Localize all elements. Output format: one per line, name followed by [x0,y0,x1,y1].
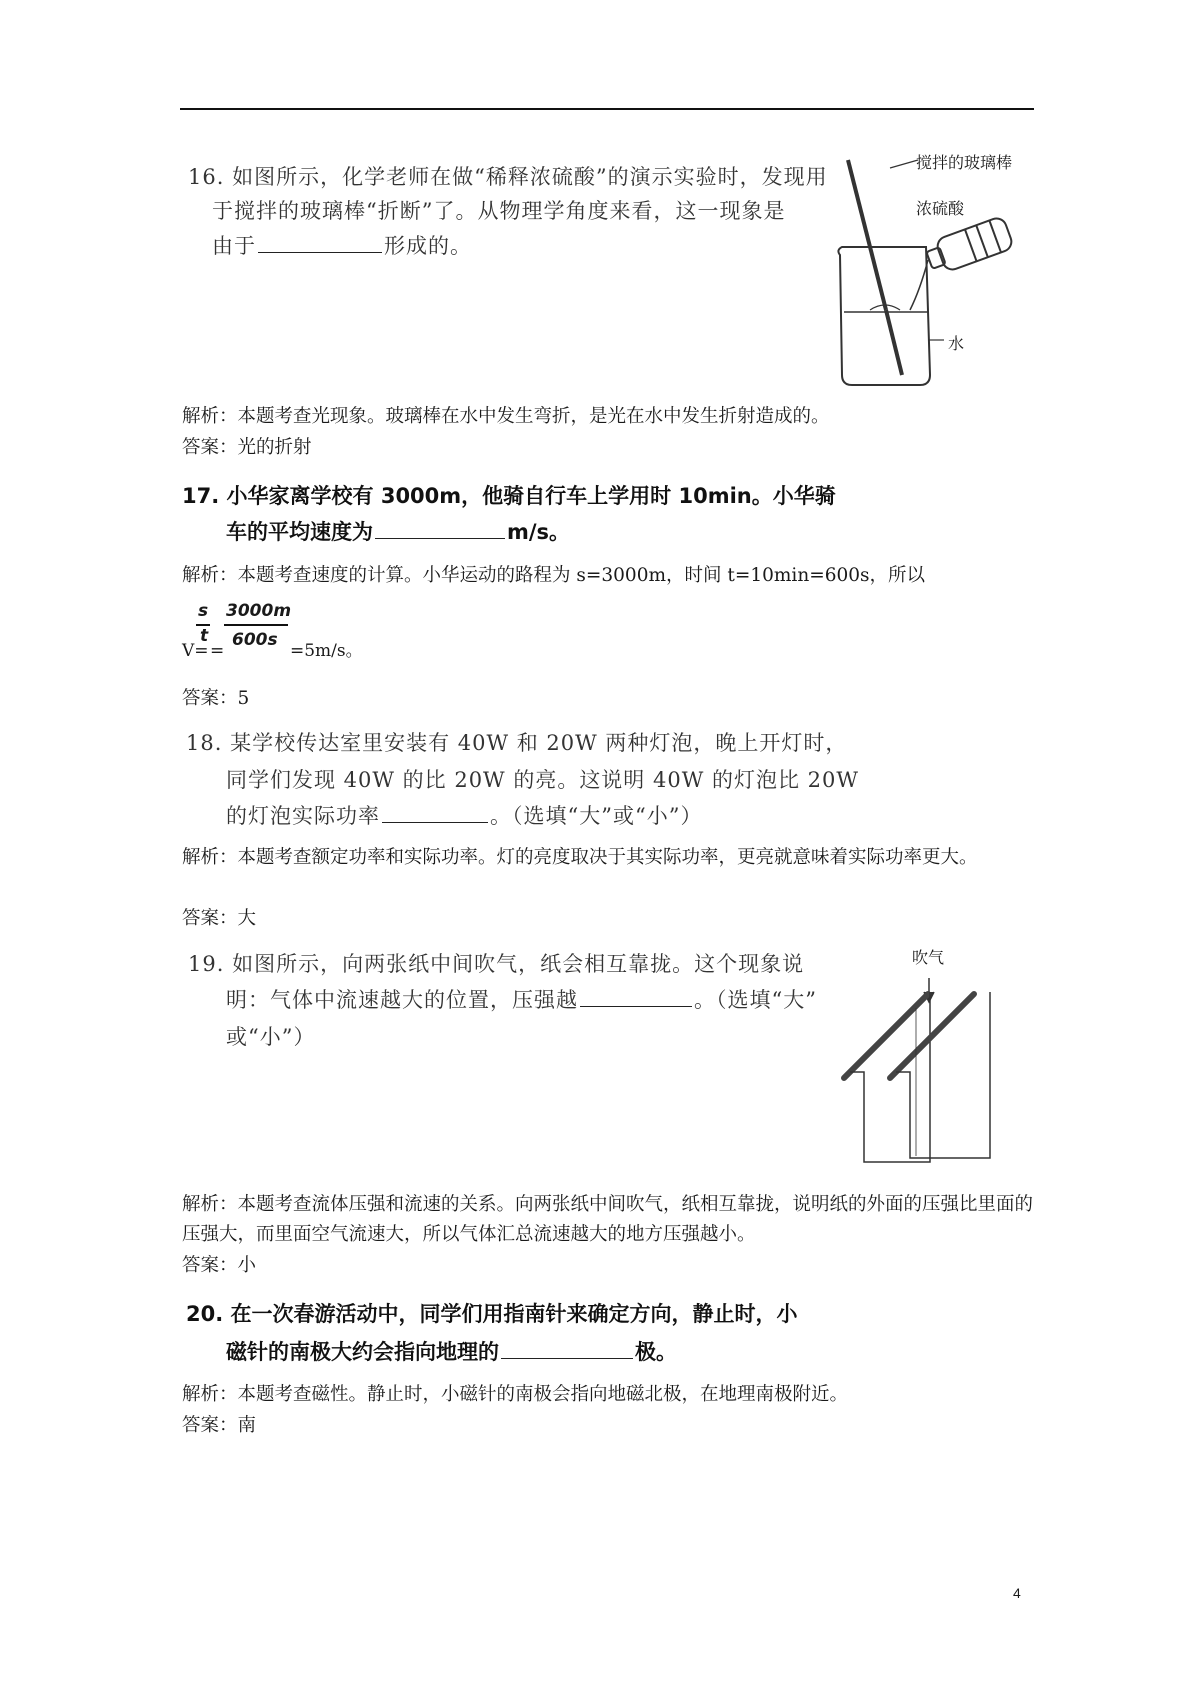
q18-text-3b: 。（选填“大”或“小”） [490,804,703,828]
q17-text-2a: 车的平均速度为 [226,520,373,544]
formula-den: 600s [232,630,278,650]
q18-line2: 同学们发现 40W 的比 20W 的亮。这说明 40W 的灯泡比 20W [226,768,859,792]
q18-number: 18. [186,731,223,755]
q18-text-3a: 的灯泡实际功率 [226,804,380,828]
q16-text-3b: 形成的。 [384,234,472,258]
q16-line1 [188,161,828,191]
q16-line3 [212,230,472,260]
q19-text-2a: 明：气体中流速越大的位置，压强越 [226,988,578,1012]
q20-text-2b: 极。 [635,1340,677,1364]
q19-paper-figure [830,948,1030,1168]
q17-analysis: 解析：本题考查速度的计算。小华运动的路程为 s=3000m，时间 t=10min=600s，所以 [182,565,926,586]
q20-number: 20. [186,1302,224,1326]
formula-num: 3000m [226,601,292,621]
q17-answer: 答案：5 [182,688,250,709]
q16-label-acid: 浓硫酸 [916,199,965,218]
q16-beaker-figure [830,150,1030,390]
formula-t: t [200,626,209,646]
q18-answer: 答案：大 [182,908,257,929]
q18-analysis: 解析：本题考查额定功率和实际功率。灯的亮度取决于其实际功率，更亮就意味着实际功率更大。 [182,847,978,868]
q20-line2 [226,1336,677,1366]
q16-text-3a: 由于 [212,234,256,258]
q20-text-1: 在一次春游活动中，同学们用指南针来确定方向，静止时，小 [230,1302,798,1326]
q20-blank[interactable] [501,1340,633,1359]
formula-bar [224,624,288,626]
q16-text-1: 如图所示，化学老师在做“稀释浓硫酸”的演示实验时，发现用 [232,165,828,189]
formula-s: s [198,601,209,621]
q17-text-2b: m/s。 [507,520,571,544]
q16-label-water: 水 [948,334,965,353]
q17-line2 [226,516,570,546]
page-number: 4 [1013,1585,1021,1601]
q20-text-2a: 磁针的南极大约会指向地理的 [226,1340,499,1364]
q19-line3: 或“小”） [226,1025,316,1049]
q20-line1 [186,1298,798,1328]
q16-analysis: 解析：本题考查光现象。玻璃棒在水中发生弯折，是光在水中发生折射造成的。 [182,406,830,427]
header-rule [180,108,1034,110]
q19-text-1: 如图所示，向两张纸中间吹气，纸会相互靠拢。这个现象说 [232,952,805,976]
q18-line1 [186,727,847,757]
q18-text-1: 某学校传达室里安装有 40W 和 20W 两种灯泡，晚上开灯时， [230,731,848,755]
q16-number: 16. [188,165,225,189]
q19-line2 [226,984,817,1014]
q20-analysis: 解析：本题考查磁性。静止时，小磁针的南极会指向地磁北极，在地理南极附近。 [182,1384,849,1405]
q18-blank[interactable] [382,804,488,823]
formula-v: V= [182,641,209,661]
q16-line2: 于搅拌的玻璃棒“折断”了。从物理学角度来看，这一现象是 [212,199,786,223]
q18-line3 [226,800,702,830]
q16-blank[interactable] [258,234,382,253]
q16-answer: 答案：光的折射 [182,437,312,458]
q19-label-blow: 吹气 [912,948,945,967]
q16-label-rod: 搅拌的玻璃棒 [916,153,1013,172]
q19-analysis: 解析：本题考查流体压强和流速的关系。向两张纸中间吹气，纸相互靠拢，说明纸的外面的压强比里面的压强大，而里面空气流速大，所以气体汇总流速越大的地方压强越小。 [182,1194,1034,1245]
q17-text-1: 小华家离学校有 3000m，他骑自行车上学用时 10min。小华骑 [226,484,836,508]
q19-answer: 答案：小 [182,1255,257,1276]
q19-blank[interactable] [580,988,692,1007]
q19-text-2b: 。（选填“大” [694,988,817,1012]
formula-result: =5m/s。 [290,641,363,661]
q17-number: 17. [182,484,220,508]
formula-eq: = [210,641,225,661]
q17-formula [182,600,363,670]
q20-answer: 答案：南 [182,1415,257,1436]
q19-line1 [188,948,804,978]
q17-line1 [182,480,836,510]
q19-number: 19. [188,952,225,976]
q17-blank[interactable] [375,520,505,539]
